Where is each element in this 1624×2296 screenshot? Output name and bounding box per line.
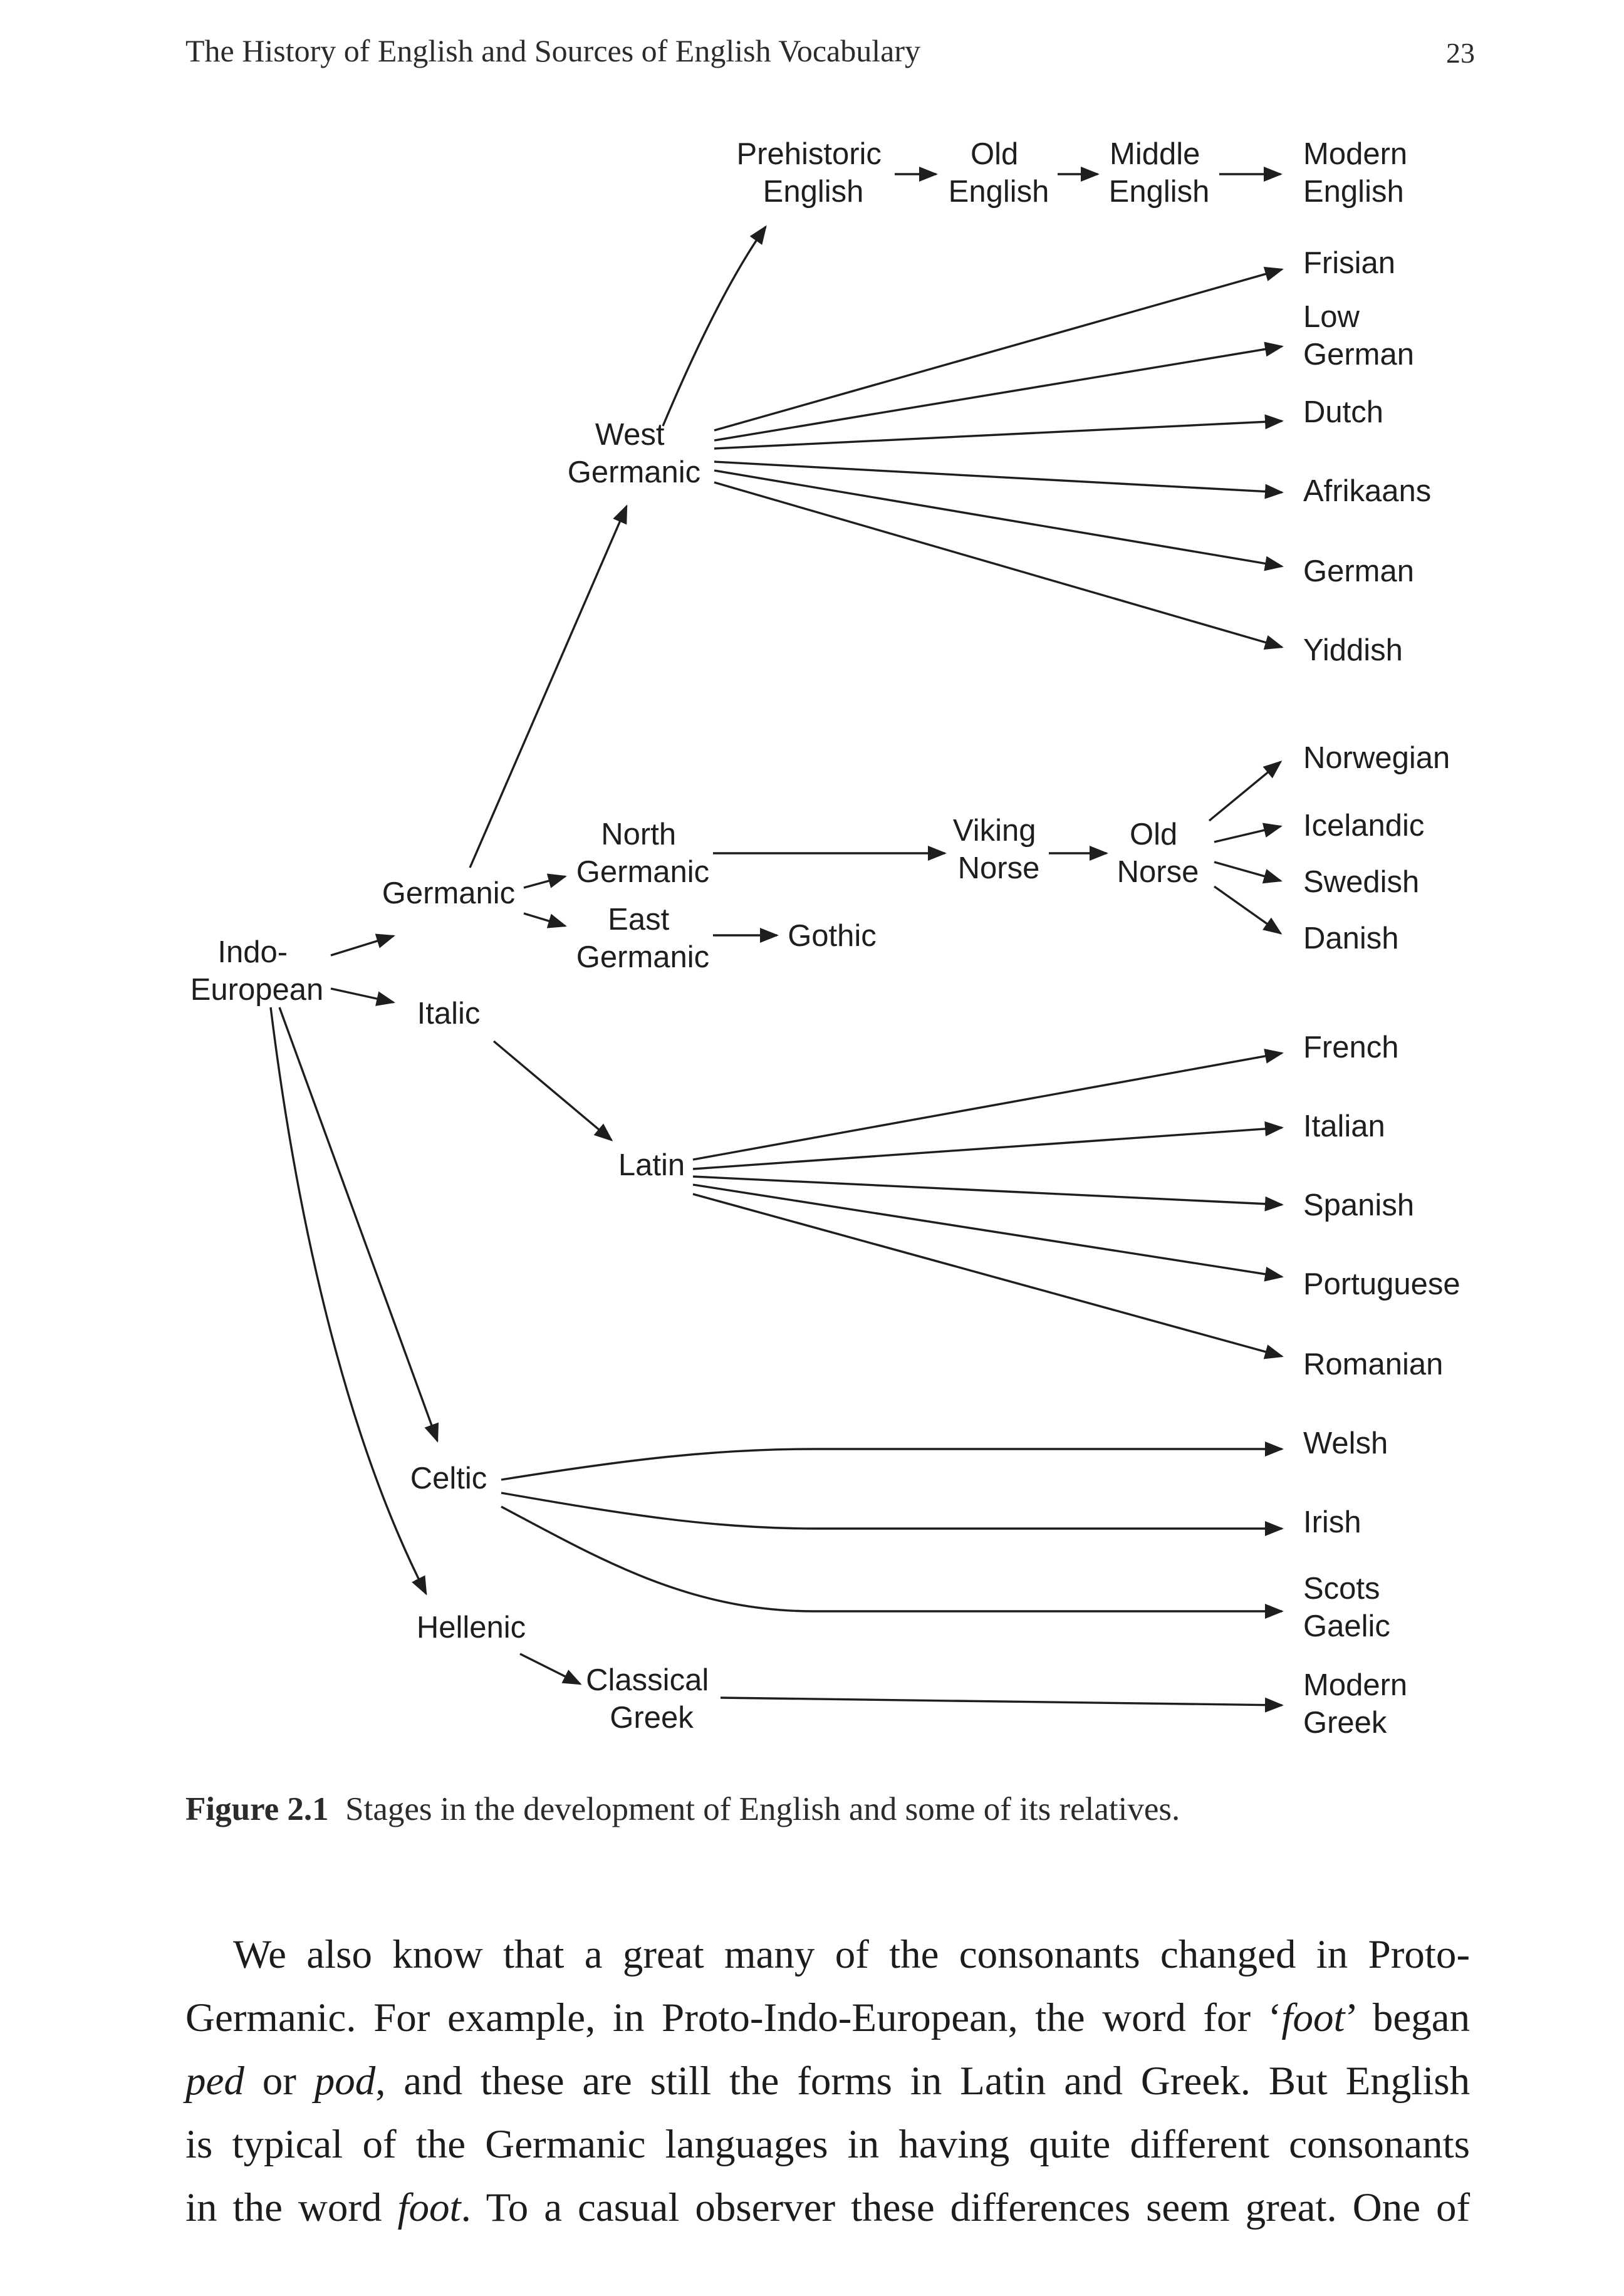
node-icelandic: Icelandic — [1303, 809, 1425, 843]
italic-word: foot — [397, 2185, 461, 2230]
running-title: The History of English and Sources of English Vocabulary — [185, 33, 920, 68]
node-celtic: Celtic — [410, 1462, 487, 1495]
body-line: Germanic. For example, in Proto-Indo-European, the word for ‘foot’ began — [185, 1995, 1470, 2040]
node-old-norse: Old Norse — [1116, 818, 1199, 889]
edge-classical-greek-modern-greek — [721, 1698, 1282, 1705]
node-indo-european: Indo- European — [190, 935, 324, 1007]
node-hellenic: Hellenic — [416, 1611, 526, 1644]
node-classical-greek: Classical Greek — [586, 1663, 709, 1735]
node-romanian: Romanian — [1303, 1348, 1444, 1381]
node-spanish: Spanish — [1303, 1188, 1415, 1222]
edge-latin-romanian — [693, 1194, 1282, 1356]
node-scots-gaelic: Scots Gaelic — [1303, 1572, 1390, 1643]
node-germanic: Germanic — [382, 876, 516, 910]
node-dutch: Dutch — [1303, 395, 1384, 429]
edge-celtic-welsh — [501, 1449, 1282, 1480]
body-line: is typical of the Germanic languages in having quite different consonants — [185, 2122, 1470, 2167]
node-modern-english: Modern English — [1303, 137, 1408, 209]
edge-hellenic-classical-greek — [520, 1654, 580, 1684]
figure-caption — [185, 1790, 1180, 1828]
body-line: We also know that a great many of the consonants changed in Proto- — [233, 1932, 1470, 1977]
edge-germanic-east-germanic — [524, 913, 565, 926]
edge-west-germanic-low-german — [714, 346, 1282, 440]
node-west-germanic: West Germanic — [567, 418, 701, 489]
figure-label: Figure 2.1 — [185, 1791, 329, 1827]
edge-west-germanic-german — [714, 470, 1282, 566]
node-middle-english: Middle English — [1108, 137, 1210, 209]
node-italic: Italic — [417, 997, 481, 1031]
edge-celtic-irish — [501, 1493, 1282, 1529]
body-line: ped or pod, and these are still the forms in Latin and Greek. But English — [185, 2059, 1470, 2104]
node-frisian: Frisian — [1303, 246, 1396, 280]
node-swedish: Swedish — [1303, 865, 1420, 899]
node-afrikaans: Afrikaans — [1303, 474, 1432, 508]
node-norwegian: Norwegian — [1303, 741, 1450, 775]
edge-old-norse-icelandic — [1214, 826, 1281, 842]
edge-latin-portuguese — [693, 1185, 1282, 1277]
italic-word: pod — [314, 2059, 376, 2104]
node-low-german: Low German — [1303, 300, 1415, 371]
edge-germanic-north-germanic — [524, 876, 565, 888]
node-irish: Irish — [1303, 1505, 1361, 1539]
nodes — [190, 137, 1460, 1740]
edge-italic-latin — [494, 1041, 612, 1140]
node-yiddish: Yiddish — [1303, 633, 1403, 667]
edge-old-norse-danish — [1214, 886, 1281, 933]
node-viking-norse: Viking Norse — [952, 814, 1040, 885]
edge-west-germanic-yiddish — [714, 482, 1282, 647]
edge-indo-european-italic — [331, 989, 393, 1002]
node-french: French — [1303, 1031, 1399, 1064]
node-latin: Latin — [618, 1148, 685, 1182]
edge-latin-french — [693, 1053, 1282, 1160]
edge-west-germanic-dutch — [714, 421, 1282, 449]
edge-germanic-west-germanic — [470, 506, 627, 868]
node-italian: Italian — [1303, 1109, 1385, 1143]
node-portuguese: Portuguese — [1303, 1267, 1460, 1301]
edge-west-germanic-afrikaans — [714, 462, 1282, 492]
body-paragraph — [185, 1923, 1470, 2240]
edge-west-germanic-frisian — [714, 269, 1282, 430]
node-prehistoric-english: Prehistoric English — [736, 137, 882, 209]
edge-indo-european-celtic — [279, 1007, 437, 1441]
edge-celtic-scots-gaelic — [501, 1507, 1282, 1611]
edge-latin-italian — [693, 1128, 1282, 1169]
node-danish: Danish — [1303, 922, 1399, 955]
figure-caption-text: Stages in the development of English and some of its relatives. — [345, 1791, 1180, 1827]
node-gothic: Gothic — [788, 919, 877, 953]
italic-word: ped — [185, 2059, 244, 2104]
edge-old-norse-norwegian — [1209, 762, 1281, 821]
node-north-germanic: North Germanic — [576, 818, 710, 889]
italic-word: foot — [1281, 1995, 1345, 2040]
page-number: 23 — [1446, 37, 1475, 69]
node-east-germanic: East Germanic — [576, 903, 710, 974]
edge-west-germanic-prehistoric-english — [663, 227, 766, 426]
edge-indo-european-hellenic — [271, 1007, 426, 1594]
node-german: German — [1303, 554, 1415, 588]
node-old-english: Old English — [948, 137, 1049, 209]
edge-old-norse-swedish — [1214, 862, 1281, 881]
body-line: in the word foot. To a casual observer these differences seem great. One of — [185, 2185, 1470, 2230]
node-modern-greek: Modern Greek — [1303, 1668, 1408, 1740]
edge-indo-european-germanic — [331, 936, 393, 955]
node-welsh: Welsh — [1303, 1426, 1388, 1460]
edge-latin-spanish — [693, 1177, 1282, 1205]
